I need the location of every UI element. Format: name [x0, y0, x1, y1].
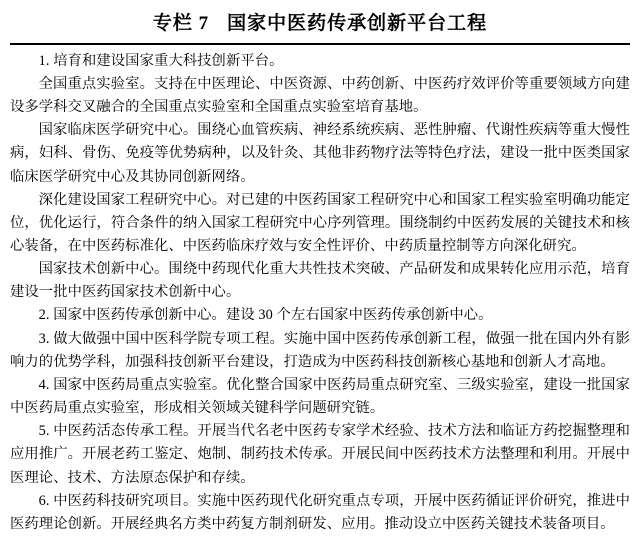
title-main: 国家中医药传承创新平台工程 [227, 13, 488, 34]
paragraph: 国家技术创新中心。围绕中药现代化重大共性技术突破、产品研发和成果转化应用示范，培育建设一批中医药国家技术创新中心。 [10, 261, 630, 301]
paragraph: 1. 培育和建设国家重大科技创新平台。 [38, 52, 284, 69]
paragraph: 2. 国家中医药传承创新中心。建设 30 个左右国家中医药传承创新中心。 [38, 307, 493, 324]
paragraph: 国家临床医学研究中心。围绕心血管疾病、神经系统疾病、恶性肿瘤、代谢性疾病等重大慢性病，妇科、骨伤、免疫等优势病种，以及针灸、其他非药物疗法等特色疗法，建设一批中医类国家临床医学研究中心及其协同创新网络。 [10, 122, 630, 185]
title-text [153, 12, 487, 36]
paragraph: 6. 中医药科技研究项目。实施中医药现代化研究重点专项，开展中医药循证评价研究，推进中医药理论创新。开展经典名方类中药复方制剂研发、应用。推动设立中医药关键技术装备项目。 [10, 492, 630, 532]
document-body [10, 45, 630, 536]
paragraph: 5. 中医药活态传承工程。开展当代名老中医药专家学术经验、技术方法和临证方药挖掘整理和应用推广。开展老药工鉴定、炮制、制药技术传承。开展民间中医药技术方法整理和利用。开展中医理论、技术、方法原态保护和存续。 [10, 423, 630, 486]
title-label-number [153, 13, 209, 34]
paragraph: 3. 做大做强中国中医科学院专项工程。实施中国中医药传承创新工程，做强一批在国内外有影响力的优势学科，加强科技创新平台建设，打造成为中医药科技创新核心基地和创新人才高地。 [10, 330, 630, 370]
page-title [10, 6, 630, 45]
paragraph: 4. 国家中医药局重点实验室。优化整合国家中医药局重点研究室、三级实验室，建设一批国家中医药局重点实验室，形成相关领域关键科学问题研究链。 [10, 376, 630, 417]
paragraph: 深化建设国家工程研究中心。对已建的中医药国家工程研究中心和国家工程实验室明确功能定位，优化运行，符合条件的纳入国家工程研究中心序列管理。围绕制约中医药发展的关键技术和核心装备，在中医药标准化、中医药临床疗效与安全性评价、中药质量控制等方向深化研究。 [10, 191, 630, 254]
title-number: 7 [198, 13, 210, 34]
paragraph: 全国重点实验室。支持在中医理论、中医资源、中药创新、中医药疗效评价等重要领域方向建设多学科交叉融合的全国重点实验室和全国重点实验室培育基地。 [10, 75, 630, 116]
title-label: 专栏 [152, 13, 193, 34]
